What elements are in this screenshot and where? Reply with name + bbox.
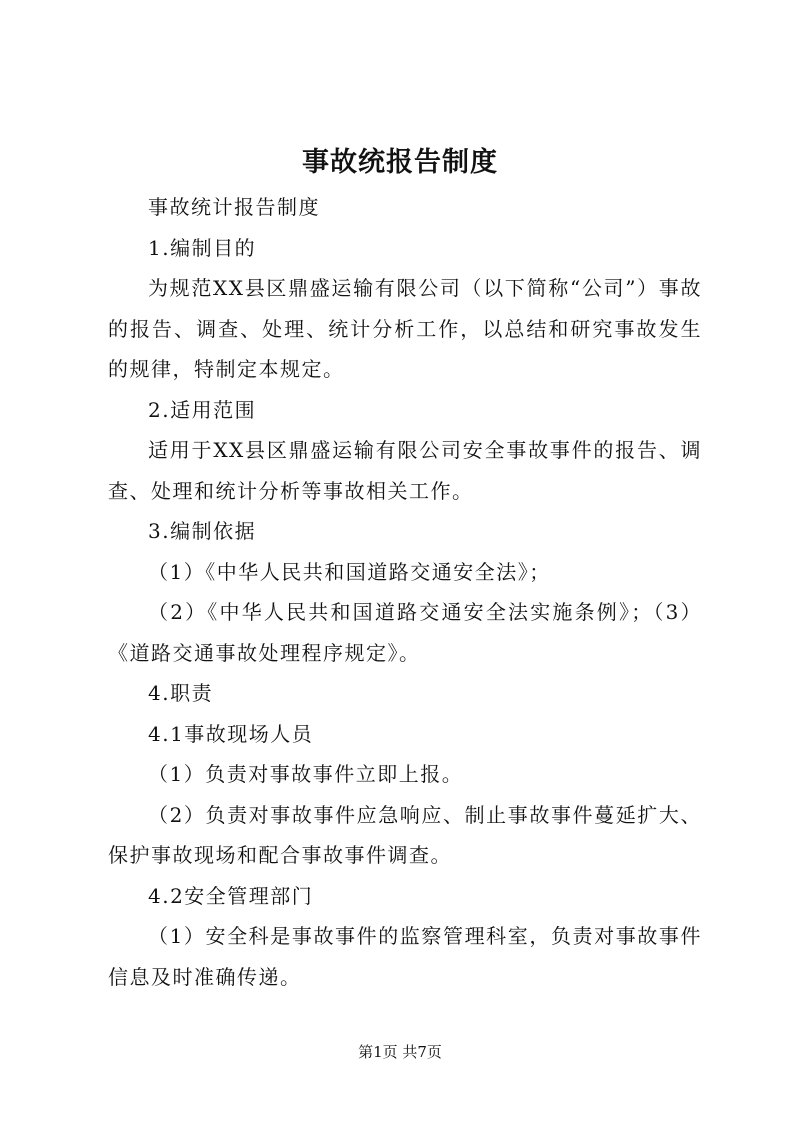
- subsection-heading: 4.1事故现场人员: [148, 721, 314, 746]
- paragraph: 适用于XX县区鼎盛运输有限公司安全事故事件的报告、调查、处理和统计分析等事故相关工作。: [108, 438, 702, 503]
- page-number: 第1页: [358, 1043, 398, 1061]
- paragraph: 为规范XX县区鼎盛运输有限公司（以下简称“公司”）事故的报告、调查、处理、统计分析工作，以总结和研究事故发生的规律，特制定本规定。: [108, 276, 702, 381]
- paragraph: 事故统计报告制度: [148, 195, 320, 219]
- section-heading: 3.编制依据: [148, 519, 257, 543]
- list-item: （1）负责对事故事件立即上报。: [148, 762, 464, 786]
- list-item: （1）《中华人民共和国道路交通安全法》；: [148, 559, 551, 584]
- subsection-heading: 4.2安全管理部门: [148, 883, 314, 908]
- document-title: 事故统报告制度: [302, 147, 498, 178]
- section-heading: 1.编制目的: [148, 235, 257, 260]
- total-pages: 共7页: [402, 1043, 442, 1061]
- page-footer: [0, 1040, 800, 1064]
- section-heading: 2.适用范围: [148, 397, 257, 422]
- list-item: （1）安全科是事故事件的监察管理科室，负责对事故事件信息及时准确传递。: [108, 924, 702, 989]
- list-item: （2）《中华人民共和国道路交通安全法实施条例》；（3）《道路交通事故处理程序规定》。: [108, 600, 702, 665]
- document-body: [108, 187, 702, 997]
- list-item: （2）负责对事故事件应急响应、制止事故事件蔓延扩大、保护事故现场和配合事故事件调查。: [108, 802, 702, 867]
- section-heading: 4.职责: [148, 681, 214, 705]
